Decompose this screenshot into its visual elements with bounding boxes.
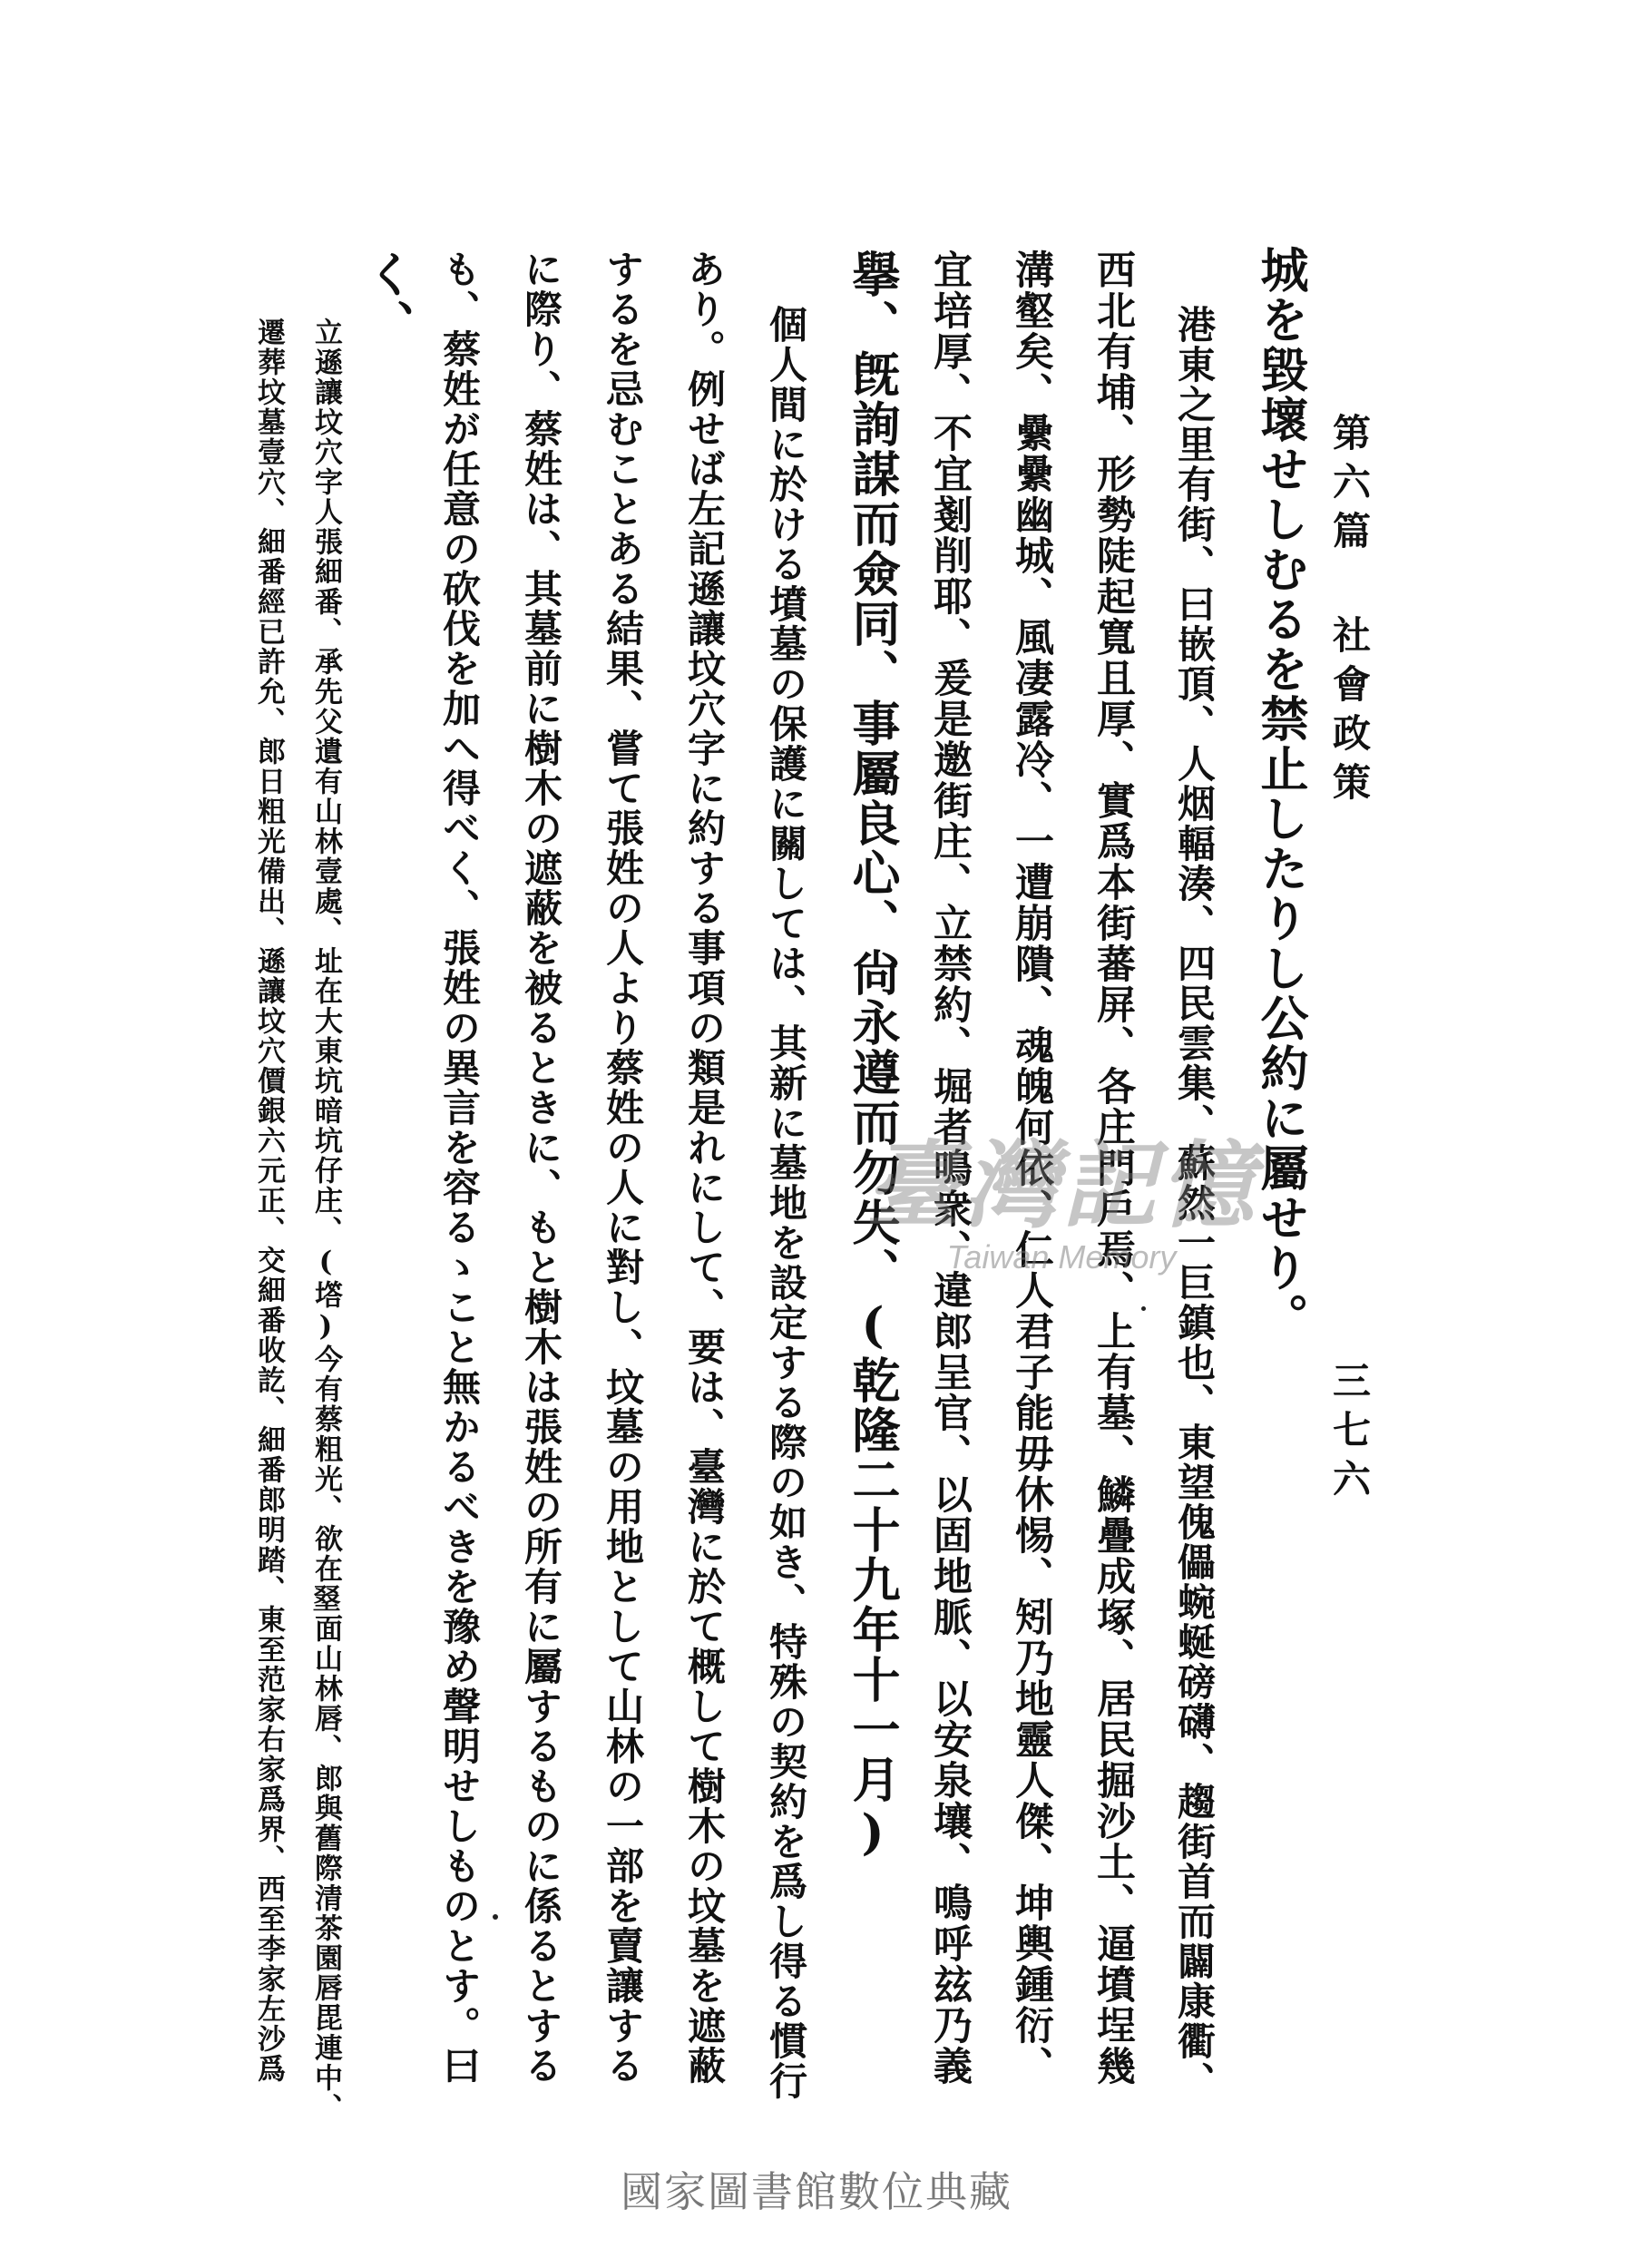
watermark-sub-text: Taiwan Memory — [946, 1238, 1177, 1276]
body-column-11: も、蔡姓が任意の砍伐を加へ得べく、張姓の異言を容るゝこと無かるべきを豫め聲明せしものとす。曰 — [437, 249, 482, 2086]
scan-speck — [1141, 1306, 1146, 1311]
deed-column-2: 遷葬坟墓壹穴、細番經已許允、郎日粗光備出、遜讓坟穴價銀六元正、交細番收訖、細番郎明踏、東至范家右家爲界、西至李家左沙爲 — [252, 318, 285, 2084]
body-column-9: するを忌むことある結果、嘗て張姓の人より蔡姓の人に對し、坟墓の用地として山林の一部を賣讓する — [601, 249, 645, 2086]
scan-speck — [493, 1914, 498, 1920]
body-column-8: あり。例せば左記遜讓坟穴字に約する事項の類是れにして、要は、臺灣に於て概して樹木の坟墓を遮蔽 — [682, 249, 727, 2086]
body-column-10: に際り、蔡姓は、其墓前に樹木の遮蔽を被るときに、もと樹木は張姓の所有に屬するものに係るとする — [519, 249, 563, 2086]
body-column-4: 溝壑矣、纍纍幽城、風凄露冷、一遭崩隤、魂魄何依、仁人君子能毋休惕、矧乃地靈人傑、坤輿鍾衍、 — [1009, 249, 1054, 2087]
chapter-header: 第六篇 社會政策 — [1327, 413, 1372, 811]
body-column-6: 擧、旣詢謀而僉同、事屬良心、尙永遵而勿失、(乾隆二十九年十一月) — [845, 249, 901, 1862]
page-number: 三七六 — [1327, 1361, 1372, 1508]
body-column-7: 個人間に於ける墳墓の保護に關しては、其新に墓地を設定する際の如き、特殊の契約を爲し得る慣行 — [764, 305, 808, 2101]
body-column-3: 西北有埔、形勢陡起寬且厚、實爲本街蕃屏、各庄門戶焉、上有墓、鱗疊成塚、居民掘沙土、逼墳埕幾 — [1090, 249, 1136, 2087]
body-column-1: 城を毀壞せしむるを禁止したりし公約に屬せり。 — [1253, 245, 1309, 1343]
watermark-main-text: 臺灣記憶 — [865, 1129, 1257, 1241]
body-column-2: 港東之里有街、曰嵌頂、人烟輻湊、四民雲集、蘇然一巨鎮也、東望傀儡蜿蜒磅礴、趨街首而闢康衢、 — [1172, 305, 1217, 2101]
footer-collection-label: 國家圖書館數位典藏 — [621, 2167, 1012, 2216]
body-column-5: 宜培厚、不宜剗削耶、爰是邀街庄、立禁約、堀者鳴衆、違郎呈官、以固地脈、以安泉壤、鳴呼玆乃義 — [927, 249, 973, 2087]
watermark-logo — [848, 1129, 1275, 1293]
deed-column-1: 立遜讓坟穴字人張細番、承先父遺有山林壹處、址在大東坑暗坑仔庄、(㙮)今有蔡粗光、欲在𡌭面山林唇、郎與舊際清茶園唇毘連中、 — [309, 318, 342, 2123]
body-column-12: く、 — [359, 249, 416, 349]
